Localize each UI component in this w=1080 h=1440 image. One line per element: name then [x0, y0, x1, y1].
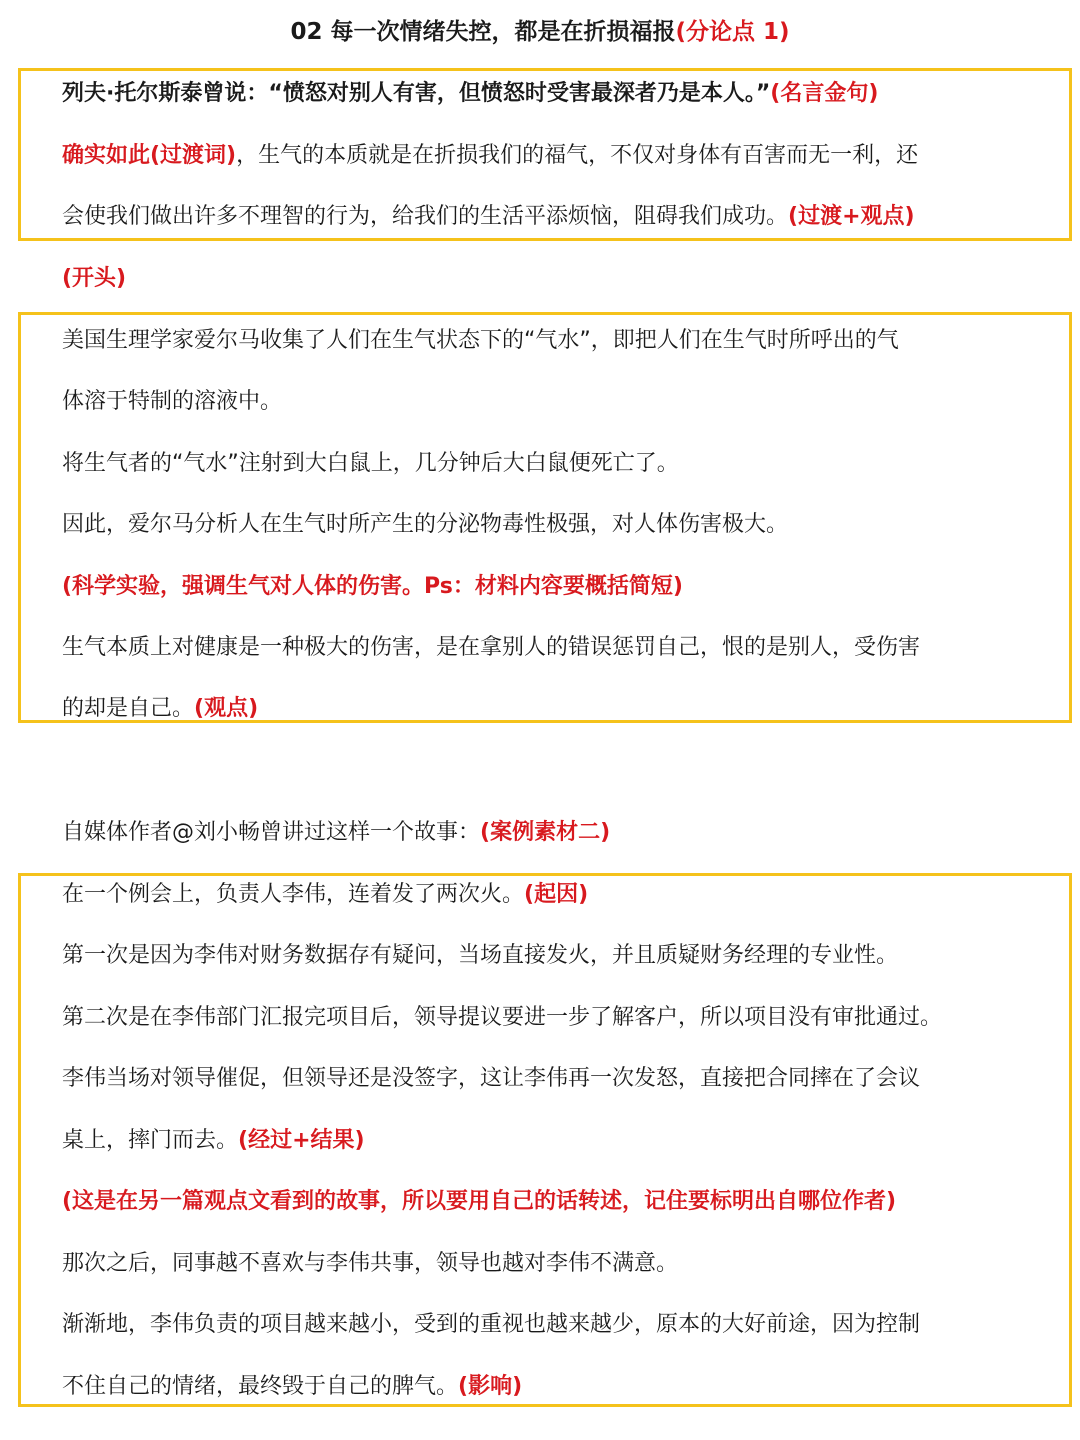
process-result-tag: (经过+结果): [238, 1128, 365, 1153]
experiment-line-7: [62, 692, 1042, 726]
story-line-8: 渐渐地，李伟负责的项目越来越小，受到的重视也越来越少，原本的大好前途，因为控制: [62, 1312, 921, 1337]
story-line-7: 那次之后，同事越不喜欢与李伟共事，领导也越对李伟不满意。: [62, 1251, 679, 1276]
transition-tag: 确实如此(过渡词): [62, 143, 237, 168]
experiment-viewpoint-tag: (观点): [194, 696, 259, 721]
story-line-9-text: 不住自己的情绪，最终毁于自己的脾气。: [62, 1374, 459, 1399]
experiment-note: (科学实验，强调生气对人体的伤害。Ps：材料内容要概括简短): [62, 574, 683, 599]
cause-tag: (起因): [524, 882, 589, 907]
quote-line-3-text: 会使我们做出许多不理智的行为，给我们的生活平添烦恼，阻碍我们成功。: [62, 204, 789, 229]
quote-line-2-text: ，生气的本质就是在折损我们的福气，不仅对身体有百害而无一利，还: [236, 143, 919, 168]
experiment-line-1: 美国生理学家爱尔马收集了人们在生气状态下的“气水”，即把人们在生气时所呼出的气: [62, 328, 899, 353]
experiment-line-3: 将生气者的“气水”注射到大白鼠上，几分钟后大白鼠便死亡了。: [62, 451, 679, 476]
experiment-line-2: 体溶于特制的溶液中。: [62, 389, 283, 414]
story-note: (这是在另一篇观点文看到的故事，所以要用自己的话转述，记住要标明出自哪位作者): [62, 1189, 897, 1214]
story-line-1-text: 在一个例会上，负责人李伟，连着发了两次火。: [62, 882, 525, 907]
case-intro-tag: (案例素材二): [480, 820, 611, 845]
story-line-5: [62, 1124, 1042, 1158]
experiment-line-7-text: 的却是自己。: [62, 696, 195, 721]
title-text: 02 每一次情绪失控，都是在折损福报: [290, 19, 676, 45]
page-title: [0, 14, 1080, 50]
quote-line-1: [62, 77, 1042, 111]
case-intro: [62, 816, 1042, 850]
quote-line-2: [62, 139, 1042, 173]
case-intro-text: 自媒体作者@刘小畅曾讲过这样一个故事：: [62, 820, 481, 845]
title-tag: (分论点 1): [675, 19, 790, 45]
quote-line-3: [62, 200, 1042, 234]
impact-tag: (影响): [458, 1374, 523, 1399]
story-line-1: [62, 878, 1042, 912]
story-line-9: [62, 1370, 1042, 1404]
opening-label: (开头): [62, 266, 127, 291]
story-line-5-text: 桌上，摔门而去。: [62, 1128, 239, 1153]
experiment-line-6: 生气本质上对健康是一种极大的伤害，是在拿别人的错误惩罚自己，恨的是别人，受伤害: [62, 635, 921, 660]
story-line-2: 第一次是因为李伟对财务数据存有疑问，当场直接发火，并且质疑财务经理的专业性。: [62, 943, 899, 968]
quote-text: 列夫·托尔斯泰曾说：“愤怒对别人有害，但愤怒时受害最深者乃是本人。”: [62, 81, 771, 106]
story-line-3: 第二次是在李伟部门汇报完项目后，领导提议要进一步了解客户，所以项目没有审批通过。: [62, 1005, 943, 1030]
story-line-4: 李伟当场对领导催促，但领导还是没签字，这让李伟再一次发怒，直接把合同摔在了会议: [62, 1066, 921, 1091]
experiment-line-4: 因此，爱尔马分析人在生气时所产生的分泌物毒性极强，对人体伤害极大。: [62, 512, 789, 537]
viewpoint-tag: (过渡+观点): [788, 204, 915, 229]
quote-tag: (名言金句): [770, 81, 879, 106]
